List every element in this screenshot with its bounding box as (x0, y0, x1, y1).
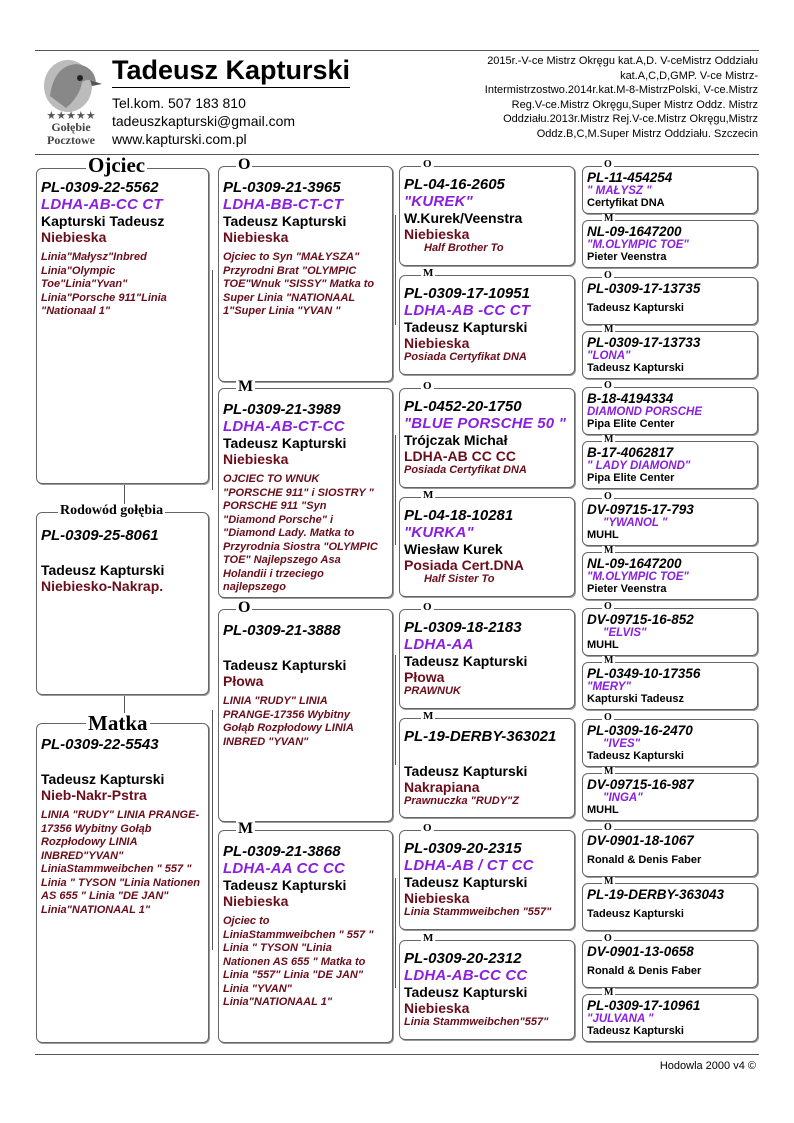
owner: Tadeusz Kapturski (41, 562, 165, 578)
sex-label: O (604, 601, 612, 612)
ring-number: PL-0309-21-3868 (223, 843, 341, 860)
owner: MUHL (587, 529, 619, 541)
ring-number: PL-0309-17-10961 (587, 998, 701, 1013)
card-body (400, 498, 574, 589)
ring-number: PL-04-18-10281 (404, 507, 514, 524)
owner: Tadeusz Kapturski (587, 908, 684, 920)
ring-number: NL-09-1647200 (587, 224, 682, 239)
description: Ojciec to LiniaStammweibchen " 557 " Linia " TYSON "Linia Nationen AS 655 " Matka to Linia "557" Linia "DE JAN" Linia "YVAN" Linia"NATIONAAL 1" (223, 915, 374, 1008)
ring-number: PL-0309-17-10951 (404, 285, 530, 302)
owner: Ronald & Denis Faber (587, 854, 702, 866)
genetic-label: "ELVIS" (603, 627, 647, 639)
genetic-label: "BLUE PORSCHE 50 " (404, 415, 567, 432)
ancestor-box[interactable] (582, 994, 758, 1042)
genetic-label: LDHA-AA CC CC (223, 860, 346, 877)
sex-label: O (604, 712, 612, 723)
ring-number: NL-09-1647200 (587, 556, 682, 571)
sex-label: O (604, 159, 612, 170)
owner: Pipa Elite Center (587, 472, 675, 484)
breeder-website[interactable]: www.kapturski.com.pl (112, 131, 247, 147)
connector-g1a (212, 270, 213, 490)
card-body (583, 499, 757, 543)
card-body (583, 609, 757, 653)
color: Płowa (404, 669, 445, 685)
description: LINIA "RUDY" LINIA PRANGE-17356 Wybitny Gołąb Rozpłodowy LINIA INBRED "YVAN" (223, 695, 354, 748)
ring-number: PL-0309-22-5562 (41, 179, 159, 196)
connector-g1b (212, 710, 213, 950)
ancestor-box[interactable] (582, 331, 758, 379)
svg-text:★★★★★: ★★★★★ (46, 109, 96, 122)
color: Niebieska (404, 335, 470, 351)
ring-number: PL-0309-20-2315 (404, 840, 522, 857)
ring-number: PL-0309-18-2183 (404, 619, 522, 636)
great-grandparent-box[interactable] (399, 275, 575, 375)
subject-label: Rodowód gołębia (60, 503, 164, 518)
sex-label: O (604, 822, 612, 833)
sex-label: O (423, 601, 432, 613)
owner: Pipa Elite Center (587, 418, 675, 430)
card-body (583, 442, 757, 486)
sex-label: O (604, 270, 612, 281)
card-body (400, 831, 574, 922)
ring-number: PL-0309-21-3989 (223, 401, 341, 418)
ring-number: DV-09715-16-987 (587, 777, 694, 792)
card-body (400, 941, 574, 1032)
sex-label: M (604, 987, 614, 998)
color: Niebieska (223, 893, 289, 909)
ring-number: PL-0452-20-1750 (404, 398, 522, 415)
father-box[interactable] (36, 168, 209, 484)
subject-box[interactable] (36, 512, 209, 695)
connector-g2d (395, 878, 396, 988)
owner: Tadeusz Kapturski (41, 771, 165, 787)
genetic-label: "M.OLYMPIC TOE" (587, 571, 689, 583)
color: Niebieska (404, 1000, 470, 1016)
card-body (400, 389, 574, 480)
sex-label: O (604, 491, 612, 502)
ring-number: PL-0309-20-2312 (404, 950, 522, 967)
owner: Tadeusz Kapturski (223, 657, 347, 673)
genetic-label: LDHA-AA (404, 636, 474, 653)
genetic-label: DIAMOND PORSCHE (587, 406, 703, 418)
sex-label: O (604, 933, 612, 944)
card-body (583, 830, 757, 868)
great-grandparent-box[interactable] (399, 166, 575, 266)
card-body (583, 884, 757, 922)
sex-label: M (423, 932, 434, 944)
ancestor-box[interactable] (582, 662, 758, 710)
description: Half Brother To (424, 242, 504, 254)
owner: Trójczak Michał (404, 432, 508, 448)
grandparent-box[interactable] (218, 830, 393, 1043)
great-grandparent-box[interactable] (399, 940, 575, 1040)
ring-number: PL-19-DERBY-363043 (587, 887, 725, 902)
card-body (583, 720, 757, 764)
owner: Tadeusz Kapturski (587, 302, 684, 314)
owner: Tadeusz Kapturski (587, 1025, 684, 1037)
color: Niebieska (404, 226, 470, 242)
sex-label: M (604, 655, 614, 666)
owner: Tadeusz Kapturski (404, 984, 528, 1000)
card-body (400, 610, 574, 701)
grandparent-box[interactable] (218, 388, 393, 598)
ancestor-box[interactable] (582, 940, 758, 988)
great-grandparent-box[interactable] (399, 497, 575, 597)
ancestor-box[interactable] (582, 220, 758, 268)
genetic-label: LDHA-AB-CT-CC (223, 418, 345, 435)
color: Płowa (223, 673, 264, 689)
description: Posiada Certyfikat DNA (404, 351, 527, 363)
ring-number: PL-0349-10-17356 (587, 666, 701, 681)
ring-number: DV-09715-17-793 (587, 502, 694, 517)
color: Niebieska (223, 229, 289, 245)
ring-number: PL-0309-21-3888 (223, 622, 341, 639)
ring-number: PL-0309-22-5543 (41, 736, 159, 753)
card-body (583, 332, 757, 376)
card-body (583, 388, 757, 432)
owner: Pieter Veenstra (587, 251, 667, 263)
ring-number: PL-0309-21-3965 (223, 179, 341, 196)
card-body (219, 831, 392, 1012)
sex-label: M (423, 267, 434, 279)
sex-label: M (238, 378, 254, 395)
genetic-label: "INGA" (603, 792, 643, 804)
color: Posiada Cert.DNA (404, 557, 524, 573)
card-body (400, 167, 574, 258)
owner: Ronald & Denis Faber (587, 965, 702, 977)
ring-number: DV-0901-18-1067 (587, 833, 694, 848)
connector-g2a (395, 215, 396, 325)
genetic-label: LDHA-AB-CC CT (41, 196, 163, 213)
owner: Kapturski Tadeusz (41, 213, 165, 229)
sex-label: M (423, 489, 434, 501)
sex-label: M (423, 710, 434, 722)
genetic-label: LDHA-BB-CT-CT (223, 196, 344, 213)
genetic-label: "JULVANA " (587, 1013, 654, 1025)
ring-number: PL-04-16-2605 (404, 176, 505, 193)
ancestor-box[interactable] (582, 277, 758, 325)
color: Niebieska (404, 890, 470, 906)
color: Niebieska (41, 229, 107, 245)
color: Nieb-Nakr-Pstra (41, 787, 147, 803)
description: PRAWNUK (404, 685, 461, 697)
genetic-label: " LADY DIAMOND" (587, 460, 691, 472)
owner: Tadeusz Kapturski (404, 653, 528, 669)
sex-label: M (604, 324, 614, 335)
great-grandparent-box[interactable] (399, 388, 575, 488)
ring-number: PL-0309-17-13733 (587, 335, 701, 350)
genetic-label: "YWANOL " (603, 517, 668, 529)
breeder-phone: Tel.kom. 507 183 810 (112, 95, 246, 111)
owner: Tadeusz Kapturski (223, 877, 347, 893)
genetic-label: " MAŁYSZ " (587, 185, 652, 197)
logo-text-1: Gołębie (51, 120, 91, 134)
sex-label: M (604, 434, 614, 445)
card-body (400, 719, 574, 811)
description: Linia Stammweibchen"557" (404, 1016, 549, 1028)
sex-label: M (604, 545, 614, 556)
owner: Tadeusz Kapturski (587, 750, 684, 762)
genetic-label: "IVES" (603, 738, 641, 750)
description: Ojciec to Syn "MAŁYSZA" Przyrodni Brat "OLYMPIC TOE"Wnuk "SISSY" Matka to Super Linia "NATIONAAL 1"Super Linia "YVAN " (223, 251, 375, 317)
card-body (400, 276, 574, 367)
description: Linia"Małysz"Inbred Linia"Olympic Toe"Linia"Yvan" Linia"Porsche 911"Linia "Nationaal 1" (41, 251, 167, 317)
owner: W.Kurek/Veenstra (404, 210, 523, 226)
description: Posiada Certyfikat DNA (404, 464, 527, 476)
ancestor-box[interactable] (582, 387, 758, 435)
genetic-label: "LONA" (587, 350, 631, 362)
color: Nakrapiana (404, 779, 480, 795)
mother-box[interactable] (36, 723, 209, 1043)
card-body (219, 167, 392, 321)
ring-number: DV-09715-16-852 (587, 612, 694, 627)
logo-text-2: Pocztowe (47, 133, 95, 147)
ancestor-box[interactable] (582, 498, 758, 546)
ring-number: B-18-4194334 (587, 391, 674, 406)
ring-number: PL-11-454254 (587, 170, 673, 185)
owner: Certyfikat DNA (587, 197, 665, 209)
breeder-email[interactable]: tadeuszkapturski@gmail.com (112, 113, 296, 129)
owner: Kapturski Tadeusz (587, 693, 684, 705)
genetic-label: "KUREK" (404, 193, 473, 210)
card-body (219, 610, 392, 751)
logo (36, 56, 106, 148)
ring-number: PL-19-DERBY-363021 (404, 728, 557, 745)
color: Niebieska (223, 451, 289, 467)
footer-rule (35, 1054, 759, 1055)
achievements-text: 2015r.-V-ce Mistrz Okręgu kat.A,D. V-ceMistrz Oddziału kat.A,C,D,GMP. V-ce Mistrz-Intermistrzostwo.2014r.kat.M-8-MistrzPolski, V-ce.Mistrz Reg.V-ce.Mistrz Okręgu,Super Mistrz Oddz. Mistrz Oddziału.2013r.Mistrz Rej.V-ce.Mistrz Okręgu,Mistrz Oddz.B,C,M.Super Mistrz Oddziału. Szczecin (484, 55, 758, 140)
breeder-name: Tadeusz Kapturski (112, 55, 350, 88)
sex-label: O (423, 822, 432, 834)
footer-text: Hodowla 2000 v4 © (659, 1060, 756, 1072)
genetic-label: "KURKA" (404, 524, 474, 541)
ancestor-box[interactable] (582, 552, 758, 600)
owner: MUHL (587, 804, 619, 816)
ancestor-box[interactable] (582, 166, 758, 214)
card-body (583, 995, 757, 1039)
sex-label: O (238, 156, 251, 173)
sex-label: O (604, 380, 612, 391)
genetic-label: LDHA-AB / CT CC (404, 857, 534, 874)
owner: Tadeusz Kapturski (404, 874, 528, 890)
owner: Wiesław Kurek (404, 541, 503, 557)
sex-label: O (423, 158, 432, 170)
description: OJCIEC TO WNUK "PORSCHE 911" i SIOSTRY " PORSCHE 911 "Syn "Diamond Porsche" i "Diamond Lady. Matka to Przyrodnia Siostra "OLYMPIC TOE" Najlepszego Asa Holandii i trzeciego najlepszego (223, 473, 378, 593)
sex-label: M (238, 820, 254, 837)
grandparent-box[interactable] (218, 609, 393, 822)
sex-label: O (423, 380, 432, 392)
ring-number: DV-0901-13-0658 (587, 944, 694, 959)
father-label: Ojciec (88, 153, 146, 177)
owner: Tadeusz Kapturski (223, 213, 347, 229)
ancestor-box[interactable] (582, 829, 758, 877)
description: Prawnuczka "RUDY"Z (404, 795, 519, 807)
sex-label: M (604, 213, 614, 224)
mother-label: Matka (88, 711, 148, 735)
connector-g2c (395, 655, 396, 765)
ancestor-box[interactable] (582, 883, 758, 931)
great-grandparent-box[interactable] (399, 609, 575, 709)
card-body (219, 389, 392, 597)
ring-number: PL-0309-16-2470 (587, 723, 693, 738)
description: Linia Stammweibchen "557" (404, 906, 552, 918)
owner: Pieter Veenstra (587, 583, 667, 595)
genetic-label: LDHA-AB-CC CC (404, 967, 528, 984)
connector-g2b (395, 435, 396, 545)
sex-label: M (604, 766, 614, 777)
color: Niebiesko-Nakrap. (41, 578, 164, 594)
ancestor-box[interactable] (582, 773, 758, 821)
ancestor-box[interactable] (582, 719, 758, 767)
owner: Tadeusz Kapturski (587, 362, 684, 374)
ancestor-box[interactable] (582, 441, 758, 489)
description: LINIA "RUDY" LINIA PRANGE-17356 Wybitny Gołąb Rozpłodowy LINIA INBRED"YVAN" LiniaStammweibchen " 557 " Linia " TYSON "Linia Nationen AS 655 " Linia "DE JAN" Linia"NATIONAAL 1" (41, 809, 200, 916)
card-body (583, 278, 757, 316)
sex-label: M (604, 876, 614, 887)
ring-number: PL-0309-25-8061 (41, 527, 159, 544)
sex-label: O (238, 599, 251, 616)
owner: Tadeusz Kapturski (404, 319, 528, 335)
genetic-label: "M.OLYMPIC TOE" (587, 239, 689, 251)
owner: MUHL (587, 639, 619, 651)
ancestor-box[interactable] (582, 608, 758, 656)
great-grandparent-box[interactable] (399, 718, 575, 818)
card-body (583, 167, 757, 211)
genetic-label: LDHA-AB -CC CT (404, 302, 531, 319)
color: LDHA-AB CC CC (404, 448, 516, 464)
description: Half Sister To (424, 573, 495, 585)
owner: Tadeusz Kapturski (404, 763, 528, 779)
owner: Tadeusz Kapturski (223, 435, 347, 451)
card-body (583, 663, 757, 707)
card-body (583, 553, 757, 597)
card-body (583, 774, 757, 818)
great-grandparent-box[interactable] (399, 830, 575, 930)
grandparent-box[interactable] (218, 166, 393, 382)
header-top-rule (35, 50, 759, 51)
ring-number: PL-0309-17-13735 (587, 281, 701, 296)
genetic-label: "MERY" (587, 681, 631, 693)
card-body (583, 221, 757, 265)
ring-number: B-17-4062817 (587, 445, 674, 460)
card-body (583, 941, 757, 979)
